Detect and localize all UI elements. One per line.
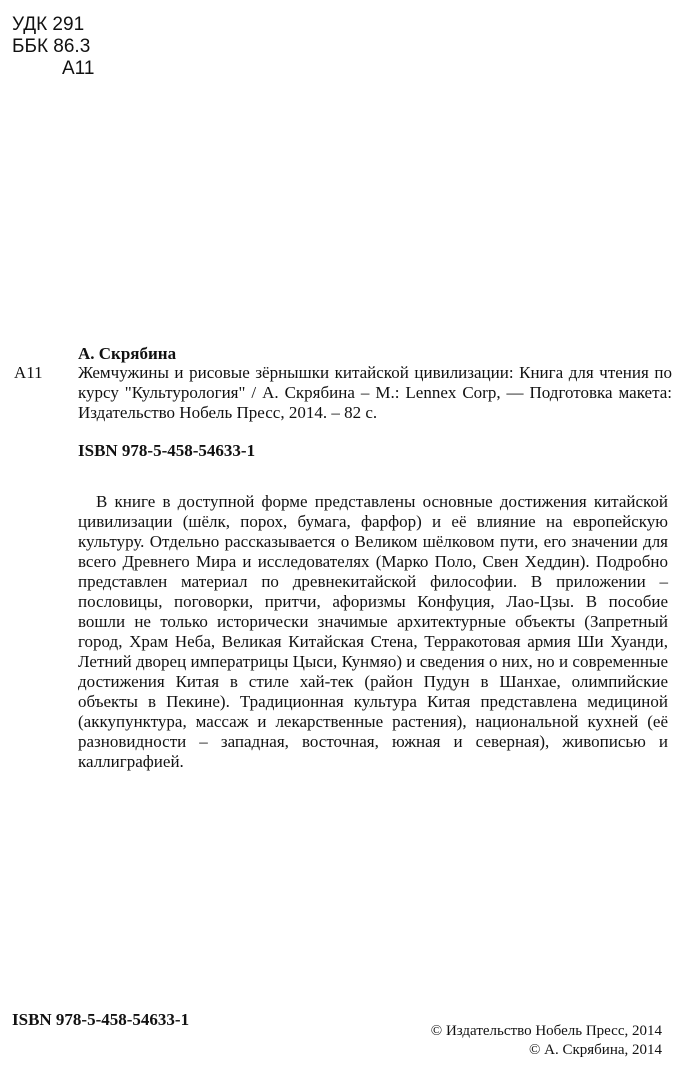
isbn-footer: ISBN 978-5-458-54633-1 [12, 1010, 190, 1029]
abstract-paragraph: В книге в доступной форме представлены основные достижения китайской цивилизации (шёлк, порох, бумага, фарфор) и её влияние на европейскую культуру. Отдельно рассказывается о Великом шёлковом пути, его значении для всего Древнего Мира и исследователях (Марко Поло, Свен Хеддин). Подробно представлен материал по древнекитайской философии. В приложении – пословицы, поговорки, притчи, афоризмы Конфуция, Лао-Цзы. В пособие вошли не только исторически значимые архитектурные объекты (Запретный город, Храм Неба, Великая Китайская Стена, Терракотовая армия Ши Хуанди, Летний дворец императрицы Цыси, Кунмяо) и сведения о них, но и современные достижения Китая в стиле хай-тек (район Пудун в Шанхае, олимпийские объекты в Пекине). Традиционная культура Китая представлена медициной (аккупунктура, массаж и лекарственные растения), национальной кухней (её разновидности – западная, восточная, южная и северная), живописью и каллиграфией. [78, 492, 668, 771]
copyright-author: © А. Скрябина, 2014 [528, 1042, 662, 1058]
bibliographic-description: Жемчужины и рисовые зёрнышки китайской цивилизации: Книга для чтения по курсу "Культурология" / А. Скрябина – М.: Lennex Corp, — Подготовка макета: Издательство Нобель Пресс, 2014. – 82 с. [78, 363, 672, 422]
author-mark: А11 [62, 58, 95, 79]
isbn-main: ISBN 978-5-458-54633-1 [78, 441, 256, 460]
classification-block [12, 14, 94, 80]
copyright-block [431, 1022, 662, 1060]
author-name: А. Скрябина [78, 344, 177, 363]
udk-code: УДК 291 [12, 14, 85, 35]
copyright-publisher: © Издательство Нобель Пресс, 2014 [430, 1023, 662, 1039]
bbk-code: ББК 86.3 [12, 36, 91, 57]
author-mark-side: А11 [14, 363, 43, 382]
